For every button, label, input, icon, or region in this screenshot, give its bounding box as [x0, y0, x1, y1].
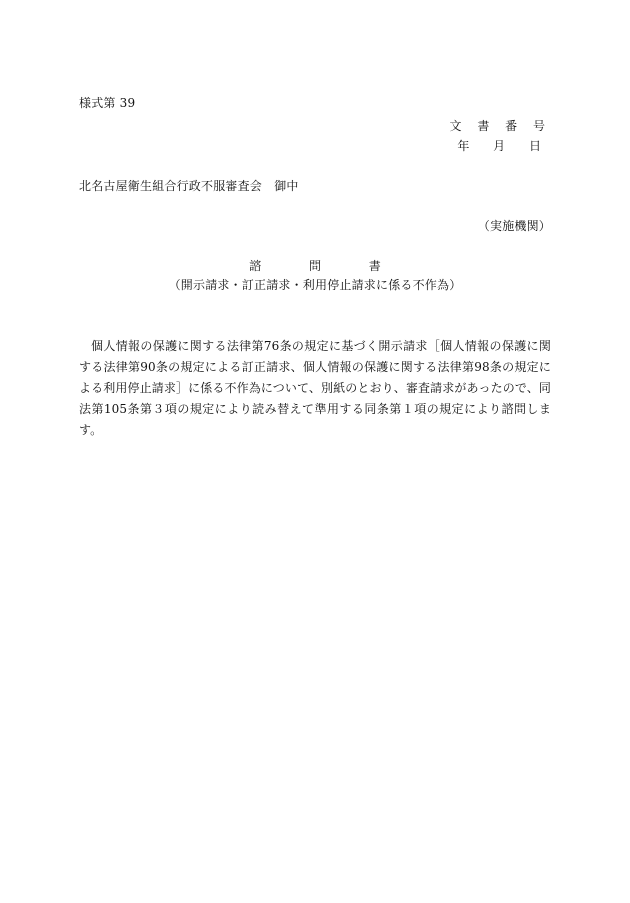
document-number-label: 文 書 番 号: [449, 119, 551, 133]
implementing-agency: （実施機関）: [477, 219, 551, 233]
document-subtitle: （開示請求・訂正請求・利用停止請求に係る不作為）: [168, 278, 462, 292]
date-label: 年 月 日: [457, 139, 551, 153]
form-number: 様式第 39: [79, 96, 136, 110]
body-paragraph: 個人情報の保護に関する法律第76条の規定に基づく開示請求［個人情報の保護に関する法律第90条の規定による訂正請求、個人情報の保護に関する法律第98条の規定による利用停止請求］に係る不作為について、別紙のとおり、審査請求があったので、同法第105条第３項の規定により読み替えて準用する同条第１項の規定により諮問します。: [79, 339, 551, 437]
document-title: 諮 問 書: [249, 259, 403, 273]
addressee: 北名古屋衛生組合行政不服審査会 御中: [79, 179, 299, 193]
